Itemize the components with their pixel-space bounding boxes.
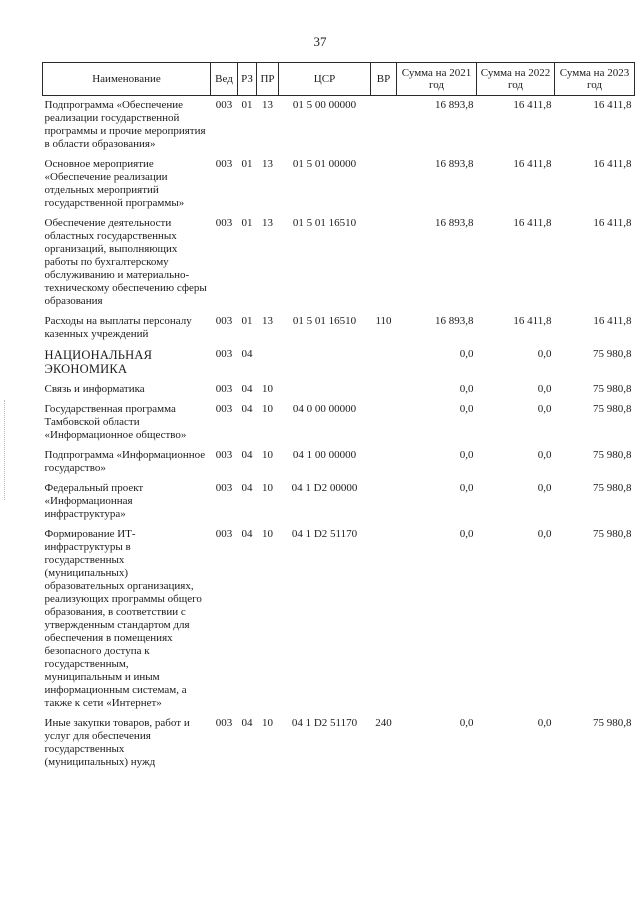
cell-rz: 04 [241, 449, 253, 461]
cell-pr [257, 348, 279, 383]
header-rz: РЗ [238, 63, 257, 96]
cell-pr: 10 [262, 383, 273, 395]
cell-sum-2022: 0,0 [537, 403, 552, 415]
cell-sum-2021: 16 893,8 [435, 158, 474, 170]
cell-csr: 01 5 01 16510 [292, 217, 357, 229]
table-row [43, 96, 635, 159]
cell-sum-2021: 0,0 [459, 449, 474, 461]
cell-sum-2022: 0,0 [537, 482, 552, 494]
budget-table [42, 62, 635, 776]
cell-pr: 13 [262, 315, 273, 327]
cell-sum-2021: 16 893,8 [435, 315, 474, 327]
cell-sum-2023: 75 980,8 [593, 383, 632, 395]
cell-sum-2023: 16 411,8 [593, 217, 632, 229]
table-row [43, 482, 635, 528]
table-row [43, 403, 635, 449]
cell-rz: 04 [241, 482, 253, 494]
cell-name: Подпрограмма «Информационное государство» [44, 449, 206, 474]
cell-vsd: 003 [215, 383, 233, 395]
cell-sum-2021: 0,0 [459, 403, 474, 415]
cell-pr: 10 [262, 482, 273, 494]
cell-vsd: 003 [215, 315, 233, 327]
cell-sum-2022: 16 411,8 [513, 99, 552, 111]
header-vr: ВР [371, 63, 397, 96]
cell-vr [371, 482, 397, 528]
cell-sum-2023: 16 411,8 [593, 158, 632, 170]
cell-name: Подпрограмма «Обеспечение реализации государственной программы и прочие мероприятия в области образования» [44, 99, 206, 150]
cell-sum-2022: 16 411,8 [513, 217, 552, 229]
cell-sum-2023: 75 980,8 [593, 482, 632, 494]
cell-vr [371, 158, 397, 217]
header-csr: ЦСР [279, 63, 371, 96]
cell-sum-2022: 0,0 [537, 528, 552, 540]
cell-sum-2023: 75 980,8 [593, 528, 632, 540]
cell-vsd: 003 [215, 482, 233, 494]
cell-vr: 240 [375, 717, 392, 729]
cell-name: Связь и информатика [44, 383, 145, 395]
cell-vr [371, 449, 397, 482]
cell-rz: 01 [241, 315, 253, 327]
header-name: Наименование [43, 63, 211, 96]
cell-rz: 04 [241, 717, 253, 729]
cell-sum-2021: 16 893,8 [435, 99, 474, 111]
cell-pr: 10 [262, 403, 273, 415]
cell-csr: 04 1 00 00000 [292, 449, 357, 461]
table-row [43, 315, 635, 348]
cell-vr [371, 96, 397, 159]
cell-sum-2021: 0,0 [459, 348, 474, 360]
cell-csr [279, 348, 371, 383]
cell-name: Расходы на выплаты персоналу казенных учреждений [44, 315, 192, 340]
cell-vr [371, 403, 397, 449]
cell-sum-2023: 75 980,8 [593, 403, 632, 415]
cell-pr: 13 [262, 158, 273, 170]
cell-csr: 01 5 01 00000 [292, 158, 357, 170]
cell-name: Обеспечение деятельности областных государственных организаций, выполняющих работы по бухгалтерскому обслуживанию и материально-техническому обеспечению сферы образования [44, 217, 207, 307]
cell-csr: 04 1 D2 51170 [291, 528, 358, 540]
cell-vsd: 003 [215, 217, 233, 229]
cell-rz: 04 [241, 403, 253, 415]
cell-sum-2022: 0,0 [537, 717, 552, 729]
cell-sum-2023: 75 980,8 [593, 449, 632, 461]
cell-vr [371, 217, 397, 315]
header-pr: ПР [257, 63, 279, 96]
cell-sum-2021: 0,0 [459, 528, 474, 540]
header-sum-2021: Сумма на 2021 год [397, 63, 477, 96]
cell-sum-2022: 0,0 [537, 348, 552, 360]
cell-sum-2021: 0,0 [459, 482, 474, 494]
header-vsd: Вед [211, 63, 238, 96]
table-row [43, 383, 635, 403]
cell-vsd: 003 [215, 348, 233, 360]
header-sum-2023: Сумма на 2023 год [555, 63, 635, 96]
cell-sum-2023: 16 411,8 [593, 99, 632, 111]
cell-vsd: 003 [215, 449, 233, 461]
cell-pr: 13 [262, 217, 273, 229]
table-row [43, 449, 635, 482]
cell-name: НАЦИОНАЛЬНАЯ ЭКОНОМИКА [44, 348, 153, 376]
cell-rz: 04 [241, 528, 253, 540]
cell-rz: 01 [241, 217, 253, 229]
cell-vr [371, 383, 397, 403]
cell-vsd: 003 [215, 717, 233, 729]
cell-name: Формирование ИТ-инфраструктуры в государственных (муниципальных) образовательных организациях, реализующих программы общего образования, в соответствии с утвержденным стандартом для обеспечения в помещениях безопасного доступа к государственным, муниципальным и иным информационным системам, а также к сети «Интернет» [44, 528, 202, 709]
cell-pr: 10 [262, 449, 273, 461]
cell-vsd: 003 [215, 99, 233, 111]
margin-mark [4, 400, 7, 500]
cell-sum-2021: 0,0 [459, 383, 474, 395]
table-row [43, 217, 635, 315]
cell-name: Основное мероприятие «Обеспечение реализации отдельных мероприятий государственной программы» [44, 158, 185, 209]
page-number: 37 [313, 34, 327, 49]
cell-vsd: 003 [215, 403, 233, 415]
table-body [43, 96, 635, 777]
cell-name: Государственная программа Тамбовской области «Информационное общество» [44, 403, 187, 441]
cell-vr: 110 [375, 315, 392, 327]
table-row [43, 348, 635, 383]
cell-csr: 01 5 01 16510 [292, 315, 357, 327]
cell-sum-2021: 0,0 [459, 717, 474, 729]
cell-sum-2023: 16 411,8 [593, 315, 632, 327]
cell-sum-2021: 16 893,8 [435, 217, 474, 229]
cell-csr: 04 1 D2 00000 [291, 482, 358, 494]
cell-sum-2022: 0,0 [537, 383, 552, 395]
cell-sum-2022: 0,0 [537, 449, 552, 461]
cell-csr: 04 1 D2 51170 [291, 717, 358, 729]
cell-name: Иные закупки товаров, работ и услуг для обеспечения государственных (муниципальных) нужд [44, 717, 190, 768]
cell-csr: 04 0 00 00000 [292, 403, 357, 415]
cell-vsd: 003 [215, 158, 233, 170]
cell-rz: 04 [241, 383, 253, 395]
table-header-row [43, 63, 635, 96]
cell-vsd: 003 [215, 528, 233, 540]
cell-vr [371, 528, 397, 717]
table-row [43, 717, 635, 776]
cell-name: Федеральный проект «Информационная инфраструктура» [44, 482, 144, 520]
cell-pr: 10 [262, 528, 273, 540]
cell-csr: 01 5 00 00000 [292, 99, 357, 111]
cell-sum-2023: 75 980,8 [593, 717, 632, 729]
cell-rz: 04 [241, 348, 253, 360]
cell-rz: 01 [241, 158, 253, 170]
cell-pr: 13 [262, 99, 273, 111]
cell-csr [279, 383, 371, 403]
header-sum-2022: Сумма на 2022 год [477, 63, 555, 96]
cell-sum-2023: 75 980,8 [593, 348, 632, 360]
cell-vr [371, 348, 397, 383]
cell-pr: 10 [262, 717, 273, 729]
table-row [43, 158, 635, 217]
cell-sum-2022: 16 411,8 [513, 158, 552, 170]
cell-rz: 01 [241, 99, 253, 111]
cell-sum-2022: 16 411,8 [513, 315, 552, 327]
table-row [43, 528, 635, 717]
